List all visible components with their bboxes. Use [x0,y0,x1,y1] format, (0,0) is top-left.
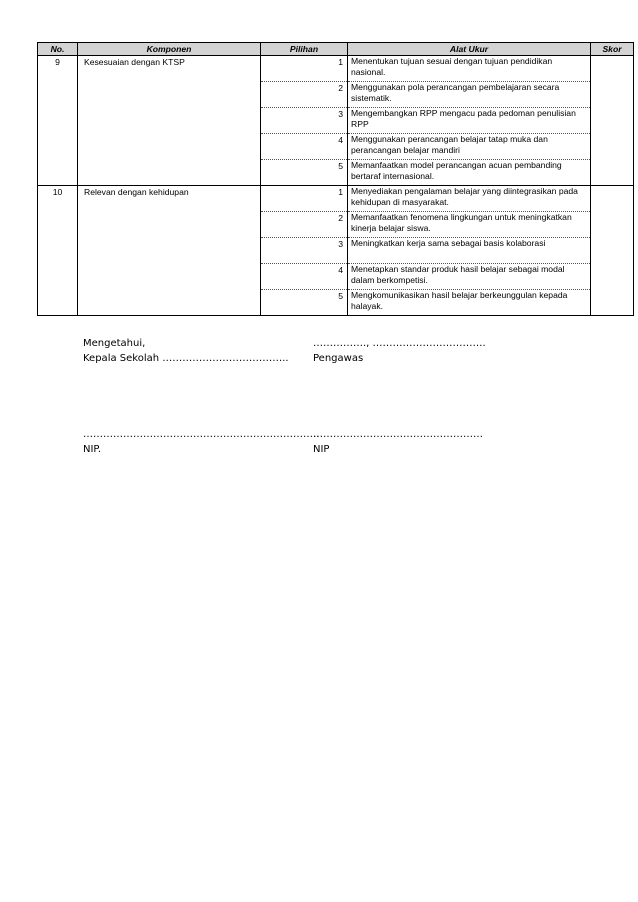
row-komponen: Relevan dengan kehidupan [78,186,261,316]
alat-ukur-text: Menyediakan pengalaman belajar yang diintegrasikan pada kehidupan di masyarakat. [348,186,591,212]
alat-ukur-text: Meningkatkan kerja sama sebagai basis kolaborasi [348,238,591,264]
header-pilihan: Pilihan [261,43,348,56]
header-komponen: Komponen [78,43,261,56]
pilihan-number: 2 [261,212,348,238]
pilihan-number: 3 [261,108,348,134]
kepala-sekolah-label: Kepala Sekolah ……………………………….. [83,353,289,364]
left-signature-line: …………………………………………………………….. [83,429,320,440]
alat-ukur-text: Menggunakan pola perancangan pembelajaran secara sistematik. [348,82,591,108]
place-date-line: ……………., ……………………………. [313,338,486,349]
row-komponen: Kesesuaian dengan KTSP [78,56,261,186]
row-no: 9 [38,56,78,186]
right-signature-line: …………………………………………… [313,429,483,440]
pilihan-number: 5 [261,160,348,186]
alat-ukur-text: Mengkomunikasikan hasil belajar berkeunggulan kepada halayak. [348,290,591,316]
pilihan-number: 1 [261,56,348,82]
signature-right-bottom [313,427,483,457]
signature-left-bottom [83,427,319,457]
alat-ukur-text: Menetapkan standar produk hasil belajar sebagai modal dalam berkompetisi. [348,264,591,290]
signature-left-top [83,336,289,366]
left-nip-label: NIP. [83,444,102,455]
alat-ukur-text: Memanfaatkan fenomena lingkungan untuk meningkatkan kinerja belajar siswa. [348,212,591,238]
skor-cell[interactable] [591,56,634,186]
row-no: 10 [38,186,78,316]
header-skor: Skor [591,43,634,56]
table-header-row [38,43,634,56]
assessment-table [37,42,634,316]
signature-right-top [313,336,486,366]
alat-ukur-text: Memanfaatkan model perancangan acuan pembanding bertaraf internasional. [348,160,591,186]
pilihan-number: 3 [261,238,348,264]
pilihan-number: 5 [261,290,348,316]
pilihan-number: 4 [261,264,348,290]
header-no: No. [38,43,78,56]
skor-cell[interactable] [591,186,634,316]
alat-ukur-text: Mengembangkan RPP mengacu pada pedoman penulisian RPP [348,108,591,134]
pilihan-number: 2 [261,82,348,108]
right-nip-label: NIP [313,444,330,455]
table-row [38,186,634,212]
table-row [38,56,634,82]
mengetahui-label: Mengetahui, [83,338,146,349]
alat-ukur-text: Menggunakan perancangan belajar tatap muka dan perancangan belajar mandiri [348,134,591,160]
pilihan-number: 1 [261,186,348,212]
alat-ukur-text: Menentukan tujuan sesuai dengan tujuan pendidikan nasional. [348,56,591,82]
pengawas-label: Pengawas [313,353,364,364]
header-alat-ukur: Alat Ukur [348,43,591,56]
pilihan-number: 4 [261,134,348,160]
